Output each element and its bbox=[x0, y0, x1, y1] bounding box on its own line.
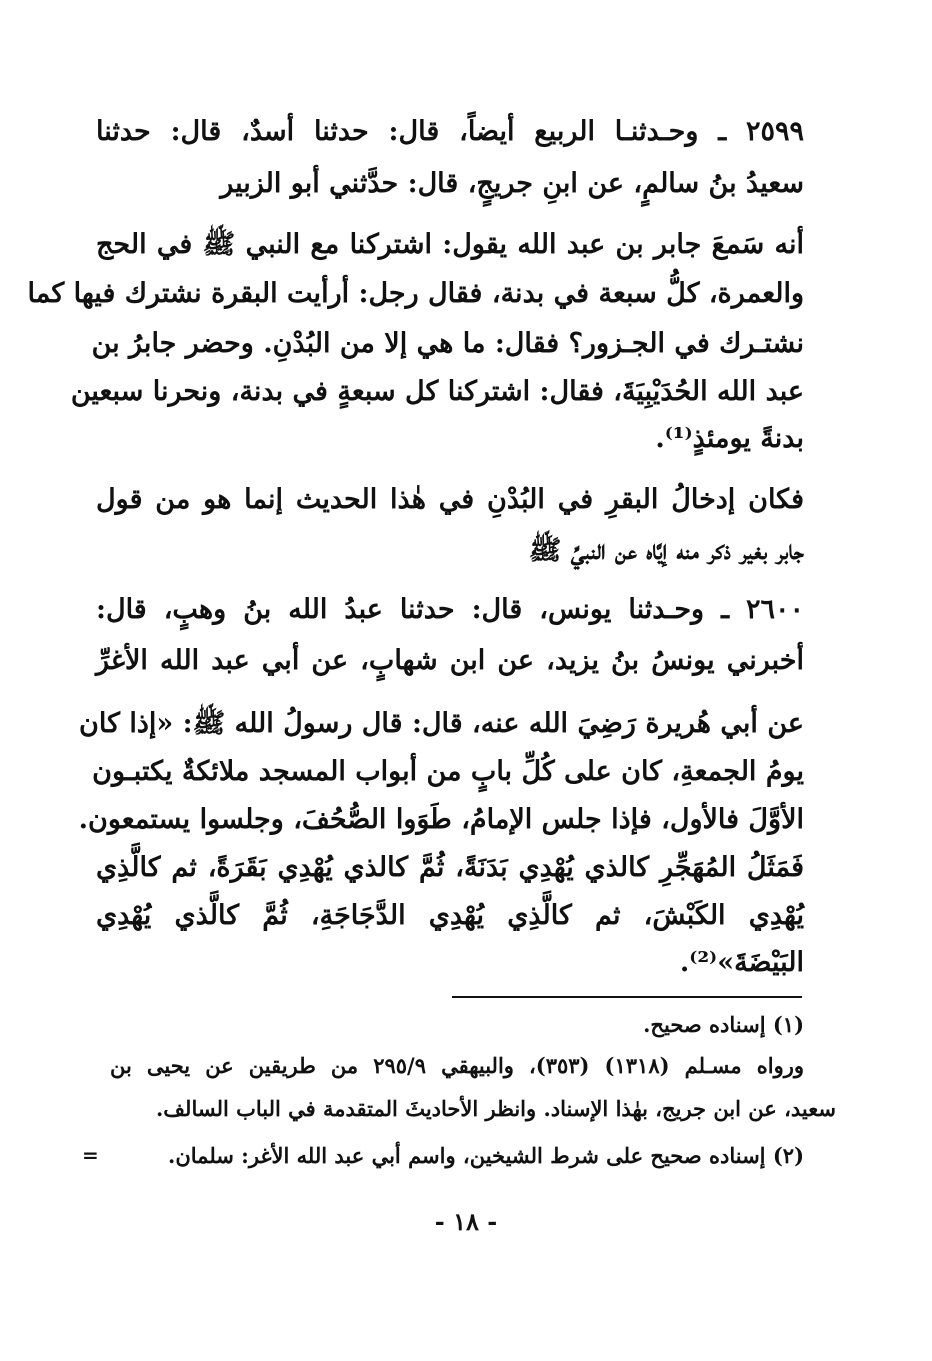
hadith-2600-isnad-line-1: ٢٦٠٠ ـ وحـدثنا يونس، قال: حدثنا عبدُ الله بنُ وهبٍ، قال: bbox=[96, 594, 804, 625]
hadith-2599-isnad-line-1: ٢٥٩٩ ـ وحـدثنـا الربيع أيضاً، قال: حدثنا أسدٌ، قال: حدثنا bbox=[96, 116, 804, 147]
hadith-2599-matn-line-3: نشتـرك في الجـزور؟ فقال: ما هي إلا من البُدْنِ. وحضر جابرُ بن bbox=[91, 328, 804, 359]
hadith-2600-matn-line-6: البَيْضَةَ»⁽²⁾. bbox=[679, 947, 804, 978]
footnote-1-line-3: سعيد، عن ابن جريج، بهٰذا الإسناد. وانظر الأحاديثَ المتقدمة في الباب السالف. bbox=[156, 1096, 836, 1121]
footnote-separator bbox=[452, 996, 802, 998]
hadith-2600-matn-line-2: يومُ الجمعةِ، كان على كُلِّ بابٍ من أبواب المسجد ملائكةٌ يكتبـون bbox=[92, 756, 804, 787]
hadith-2599-matn-line-5: بدنةً يومئذٍ⁽¹⁾. bbox=[655, 423, 804, 454]
hadith-2600-matn-line-3: الأوَّلَ فالأول، فإذا جلس الإمامُ، طَوَوا الصُّحُفَ، وجلسوا يستمعون. bbox=[78, 804, 804, 835]
hadith-2599-matn-line-1: أنه سَمعَ جابر بن عبد الله يقول: اشتركنا مع النبي ﷺ في الحج bbox=[96, 229, 804, 260]
commentary-line-1: فكان إدخالُ البقرِ في البُدْنِ في هٰذا الحديث إنما هو من قول bbox=[96, 484, 804, 515]
hadith-2599-matn-line-4: عبد الله الحُدَيْبِيَةَ، فقال: اشتركنا كل سبعةٍ في بدنة، ونحرنا سبعين bbox=[70, 376, 804, 407]
page-number: - ١٨ - bbox=[434, 1207, 498, 1236]
hadith-2600-matn-line-1: عن أبي هُريرة رَضِيَ الله عنه، قال: قال رسولُ الله ﷺ: «إذا كان bbox=[79, 708, 804, 739]
hadith-2600-isnad-line-2: أخبرني يونسُ بنُ يزيد، عن ابن شهابٍ، عن أبي عبد الله الأغرِّ bbox=[96, 645, 804, 676]
hadith-2599-matn-line-2: والعمرة، كلُّ سبعة في بدنة، فقال رجل: أرأيت البقرة نشترك فيها كما bbox=[27, 278, 804, 309]
footnote-2: (٢) إسناده صحيح على شرط الشيخين، واسم أبي عبد الله الأغر: سلمان. bbox=[168, 1143, 804, 1168]
commentary-line-2: جابر بغير ذكر منه إيَّاه عن النبيِّ ﷺ bbox=[528, 535, 804, 566]
footnote-1-line-2: ورواه مسـلم (١٣١٨) (٣٥٣)، والبيهقي ٢٩٥/٩ من طريقين عن يحيى بن bbox=[110, 1053, 804, 1078]
footnote-continuation-mark: = bbox=[82, 1143, 99, 1167]
hadith-2600-matn-line-5: يُهْدِي الكَبْشَ، ثم كالَّذِي يُهْدِي الدَّجَاجَةِ، ثُمَّ كالَّذي يُهْدِي bbox=[96, 900, 804, 931]
hadith-2600-matn-line-4: فَمَثَلُ المُهَجِّرِ كالذي يُهْدِي بَدَنَةً، ثُمَّ كالذي يُهْدِي بَقَرَةً، ثم كالَّذِي bbox=[96, 852, 804, 883]
hadith-2599-isnad-line-2: سعيدُ بنُ سالمٍ، عن ابنِ جريجٍ، قال: حدَّثني أبو الزبير bbox=[220, 168, 804, 199]
footnote-1-line-1: (١) إسناده صحيح. bbox=[643, 1012, 804, 1037]
